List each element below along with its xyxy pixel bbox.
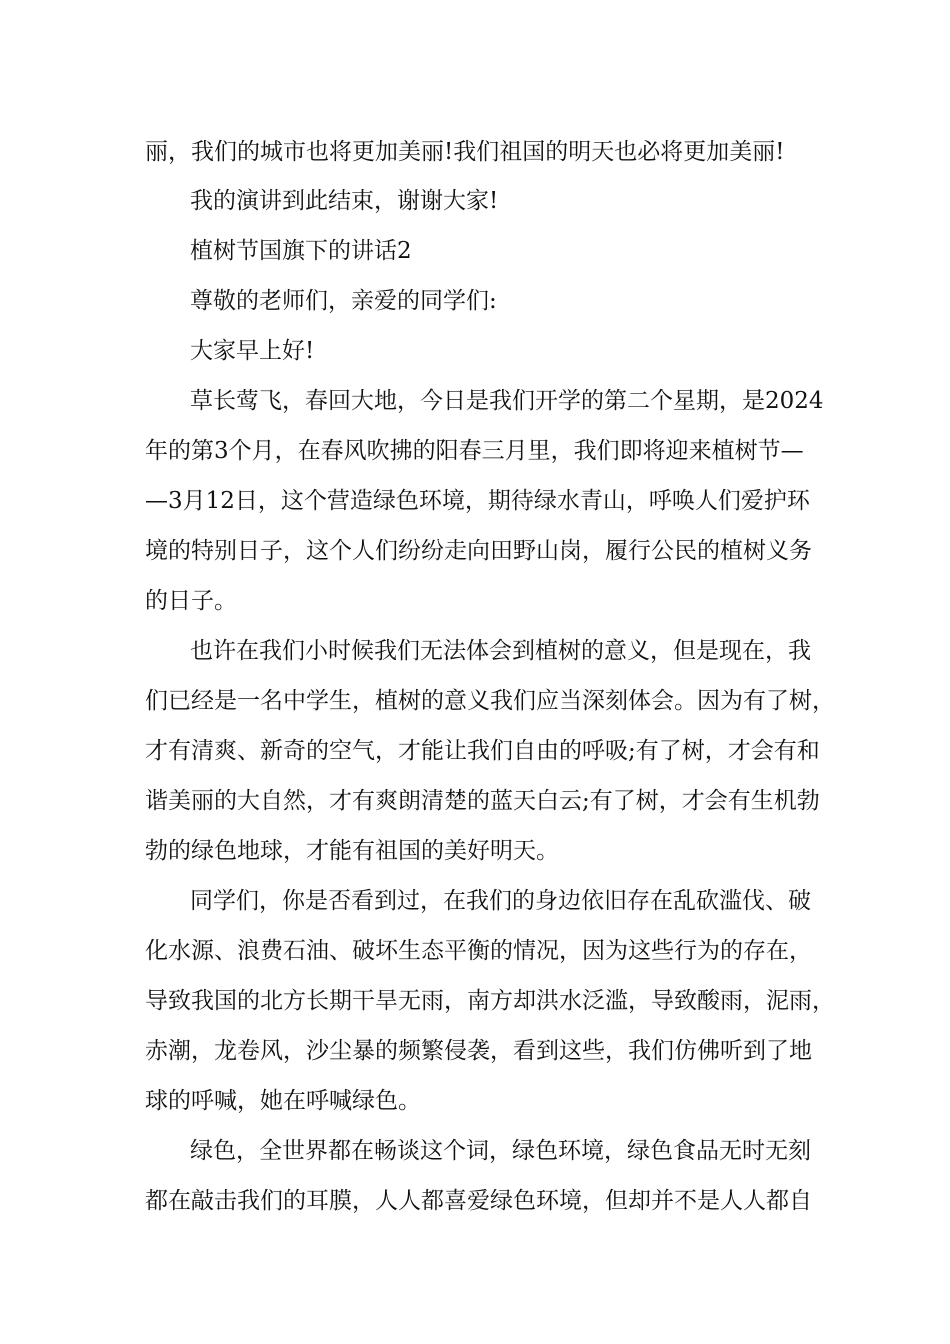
text-line: 才有清爽、新奇的空气，才能让我们自由的呼吸;有了树，才会有和: [145, 738, 820, 764]
section-title: 植树节国旗下的讲话2: [190, 238, 412, 264]
text-line: 境的特别日子，这个人们纷纷走向田野山岗，履行公民的植树义务: [145, 538, 812, 564]
text-line: 导致我国的北方长期干旱无雨，南方却洪水泛滥，导致酸雨，泥雨，: [145, 988, 835, 1014]
salutation: 尊敬的老师们，亲爱的同学们:: [190, 288, 497, 314]
greeting: 大家早上好!: [190, 338, 315, 364]
closing-line: 我的演讲到此结束，谢谢大家!: [190, 188, 499, 214]
text-line: 都在敲击我们的耳膜，人人都喜爱绿色环境，但却并不是人人都自: [145, 1188, 812, 1214]
text-line: 谐美丽的大自然，才有爽朗清楚的蓝天白云;有了树，才会有生机勃: [145, 788, 820, 814]
text-line: 同学们，你是否看到过，在我们的身边依旧存在乱砍滥伐、破: [190, 888, 811, 914]
text-line: 也许在我们小时候我们无法体会到植树的意义，但是现在，我: [190, 638, 811, 664]
text-line: 丽，我们的城市也将更加美丽!我们祖国的明天也必将更加美丽!: [145, 139, 785, 165]
text-line: 化水源、浪费石油、破坏生态平衡的情况，因为这些行为的存在，: [145, 938, 812, 964]
text-line: 的日子。: [145, 588, 237, 614]
text-line: 年的第3个月，在春风吹拂的阳春三月里，我们即将迎来植树节—: [145, 438, 804, 464]
text-line: 草长莺飞，春回大地，今日是我们开学的第二个星期，是2024: [190, 388, 824, 414]
text-line: 们已经是一名中学生，植树的意义我们应当深刻体会。因为有了树，: [145, 688, 835, 714]
text-line: 球的呼喊，她在呼喊绿色。: [145, 1088, 421, 1114]
text-line: 绿色，全世界都在畅谈这个词，绿色环境，绿色食品无时无刻: [190, 1138, 811, 1164]
text-line: 赤潮，龙卷风，沙尘暴的频繁侵袭，看到这些，我们仿佛听到了地: [145, 1038, 812, 1064]
text-line: 勃的绿色地球，才能有祖国的美好明天。: [145, 838, 559, 864]
text-line: —3月12日，这个营造绿色环境，期待绿水青山，呼唤人们爱护环: [145, 488, 810, 514]
